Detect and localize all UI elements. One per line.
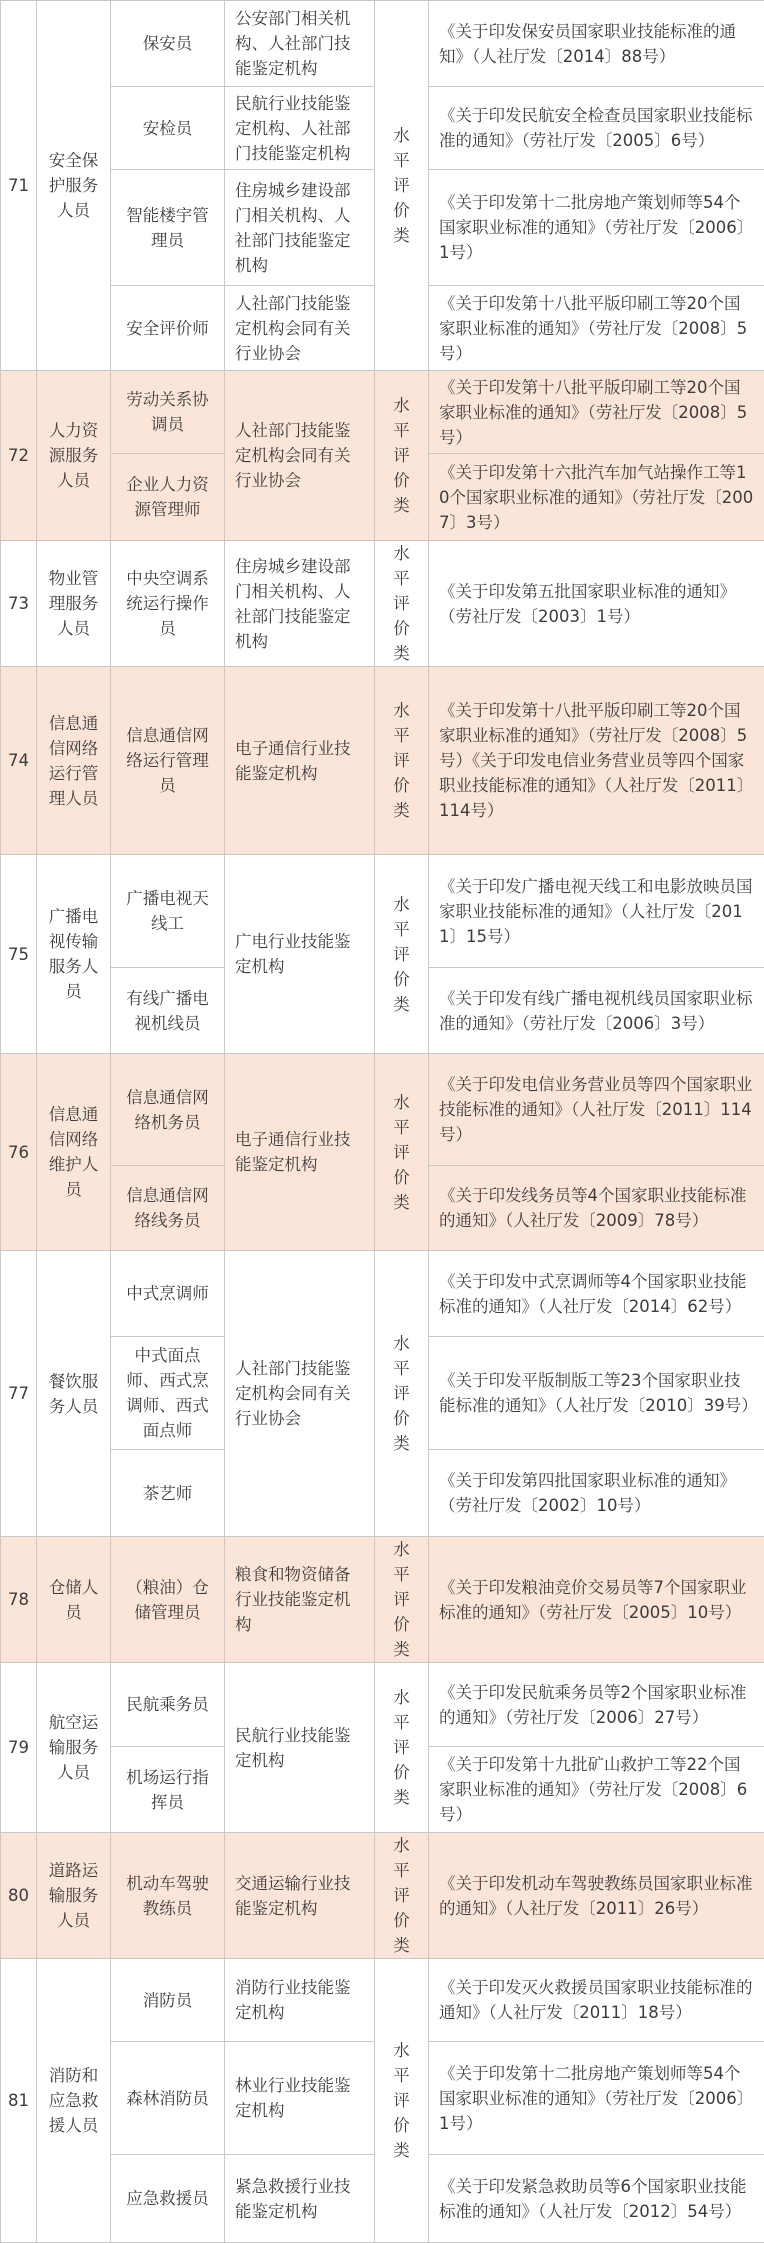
table-row [1,1054,764,1166]
standard-document: 《关于印发第十八批平版印刷工等20个国家职业标准的通知》（劳社厅发〔2008〕5号） [429,371,764,454]
occupation-category: 广播电视传输服务人员 [37,855,111,1054]
occupation-name: 信息通信网络运行管理员 [111,667,225,855]
row-number: 77 [1,1251,37,1537]
occupation-name: 劳动关系协调员 [111,371,225,454]
occupation-name: 信息通信网络线务员 [111,1166,225,1251]
appraisal-institution: 消防行业技能鉴定机构 [225,1959,375,2042]
occupation-category: 人力资源服务人员 [37,371,111,541]
occupation-category: 安全保护服务人员 [37,1,111,371]
row-number: 73 [1,541,37,667]
table-row [1,667,764,855]
table-row [1,1537,764,1663]
occupation-category: 航空运输服务人员 [37,1663,111,1833]
evaluation-type: 水平评价类 [375,371,429,541]
standard-document: 《关于印发第十八批平版印刷工等20个国家职业标准的通知》（劳社厅发〔2008〕5号）《关于印发电信业务营业员等四个国家职业技能标准的通知》（人社厅发〔2011〕114号） [429,667,764,855]
standard-document: 《关于印发保安员国家职业技能标准的通知》（人社厅发〔2014〕88号） [429,1,764,87]
row-number: 71 [1,1,37,371]
occupation-name: 中央空调系统运行操作员 [111,541,225,667]
row-number: 81 [1,1959,37,2243]
occupation-category: 信息通信网络运行管理人员 [37,667,111,855]
occupation-name: 茶艺师 [111,1450,225,1537]
evaluation-type: 水平评价类 [375,1663,429,1833]
appraisal-institution: 电子通信行业技能鉴定机构 [225,667,375,855]
evaluation-type: 水平评价类 [375,1054,429,1251]
standard-document: 《关于印发第十二批房地产策划师等54个国家职业标准的通知》（劳社厅发〔2006〕1号） [429,170,764,286]
occupation-name: 安全评价师 [111,286,225,371]
occupation-category: 仓储人员 [37,1537,111,1663]
appraisal-institution: 住房城乡建设部门相关机构、人社部门技能鉴定机构 [225,541,375,667]
occupation-category: 消防和应急救援人员 [37,1959,111,2243]
occupation-name: 森林消防员 [111,2042,225,2155]
table-row [1,1251,764,1337]
appraisal-institution: 林业行业技能鉴定机构 [225,2042,375,2155]
evaluation-type: 水平评价类 [375,1,429,371]
standard-document: 《关于印发中式烹调师等4个国家职业技能标准的通知》（人社厅发〔2014〕62号） [429,1251,764,1337]
standard-document: 《关于印发线务员等4个国家职业技能标准的通知》（人社厅发〔2009〕78号） [429,1166,764,1251]
appraisal-institution: 广电行业技能鉴定机构 [225,855,375,1054]
appraisal-institution: 民航行业技能鉴定机构、人社部门技能鉴定机构 [225,87,375,170]
standard-document: 《关于印发第四批国家职业标准的通知》（劳社厅发〔2002〕10号） [429,1450,764,1537]
occupation-name: 智能楼宇管理员 [111,170,225,286]
standard-document: 《关于印发民航安全检查员国家职业技能标准的通知》（劳社厅发〔2005〕6号） [429,87,764,170]
appraisal-institution: 人社部门技能鉴定机构会同有关行业协会 [225,371,375,541]
occupation-name: （粮油）仓储管理员 [111,1537,225,1663]
appraisal-institution: 公安部门相关机构、人社部门技能鉴定机构 [225,1,375,87]
row-number: 72 [1,371,37,541]
appraisal-institution: 民航行业技能鉴定机构 [225,1663,375,1833]
occupation-category: 信息通信网络维护人员 [37,1054,111,1251]
occupation-name: 机动车驾驶教练员 [111,1833,225,1959]
table-row [1,541,764,667]
row-number: 80 [1,1833,37,1959]
standard-document: 《关于印发电信业务营业员等四个国家职业技能标准的通知》（人社厅发〔2011〕114号） [429,1054,764,1166]
occupation-name: 应急救援员 [111,2155,225,2243]
standard-document: 《关于印发第十八批平版印刷工等20个国家职业标准的通知》（劳社厅发〔2008〕5号） [429,286,764,371]
row-number: 76 [1,1054,37,1251]
evaluation-type: 水平评价类 [375,667,429,855]
appraisal-institution: 紧急救援行业技能鉴定机构 [225,2155,375,2243]
standard-document: 《关于印发第十九批矿山救护工等22个国家职业标准的通知》（劳社厅发〔2008〕6号） [429,1747,764,1833]
standard-document: 《关于印发紧急救助员等6个国家职业技能标准的通知》（人社厅发〔2012〕54号） [429,2155,764,2243]
occupation-name: 企业人力资源管理师 [111,454,225,541]
standard-document: 《关于印发灭火救援员国家职业技能标准的通知》（人社厅发〔2011〕18号） [429,1959,764,2042]
evaluation-type: 水平评价类 [375,1251,429,1537]
occupation-name: 广播电视天线工 [111,855,225,968]
occupation-name: 有线广播电视机线员 [111,968,225,1054]
row-number: 78 [1,1537,37,1663]
standard-document: 《关于印发民航乘务员等2个国家职业标准的通知》（劳社厅发〔2006〕27号） [429,1663,764,1747]
standard-document: 《关于印发机动车驾驶教练员国家职业标准的通知》（人社厅发〔2011〕26号） [429,1833,764,1959]
standard-document: 《关于印发广播电视天线工和电影放映员国家职业技能标准的通知》（人社厅发〔2011〕15号） [429,855,764,968]
table-row [1,1663,764,1747]
occupation-category: 道路运输服务人员 [37,1833,111,1959]
occupation-category: 物业管理服务人员 [37,541,111,667]
occupation-name: 民航乘务员 [111,1663,225,1747]
appraisal-institution: 人社部门技能鉴定机构会同有关行业协会 [225,1251,375,1537]
appraisal-institution: 人社部门技能鉴定机构会同有关行业协会 [225,286,375,371]
row-number: 74 [1,667,37,855]
evaluation-type: 水平评价类 [375,1833,429,1959]
appraisal-institution: 电子通信行业技能鉴定机构 [225,1054,375,1251]
evaluation-type: 水平评价类 [375,541,429,667]
standard-document: 《关于印发第十二批房地产策划师等54个国家职业标准的通知》（劳社厅发〔2006〕1号） [429,2042,764,2155]
table-row [1,855,764,968]
occupation-name: 安检员 [111,87,225,170]
table-row [1,1833,764,1959]
row-number: 79 [1,1663,37,1833]
standard-document: 《关于印发粮油竞价交易员等7个国家职业标准的通知》（劳社厅发〔2005〕10号） [429,1537,764,1663]
occupation-name: 中式烹调师 [111,1251,225,1337]
appraisal-institution: 交通运输行业技能鉴定机构 [225,1833,375,1959]
standard-document: 《关于印发有线广播电视机线员国家职业标准的通知》（劳社厅发〔2006〕3号） [429,968,764,1054]
occupation-name: 机场运行指挥员 [111,1747,225,1833]
appraisal-institution: 住房城乡建设部门相关机构、人社部门技能鉴定机构 [225,170,375,286]
standard-document: 《关于印发第十六批汽车加气站操作工等10个国家职业标准的通知》（劳社厅发〔2007〕3号） [429,454,764,541]
row-number: 75 [1,855,37,1054]
occupation-name: 中式面点师、西式烹调师、西式面点师 [111,1337,225,1450]
occupation-name: 保安员 [111,1,225,87]
evaluation-type: 水平评价类 [375,855,429,1054]
standard-document: 《关于印发第五批国家职业标准的通知》（劳社厅发〔2003〕1号） [429,541,764,667]
table-row [1,1959,764,2042]
table-row [1,1,764,87]
occupation-name: 消防员 [111,1959,225,2042]
occupation-category: 餐饮服务人员 [37,1251,111,1537]
standard-document: 《关于印发平版制版工等23个国家职业技能标准的通知》（人社厅发〔2010〕39号） [429,1337,764,1450]
evaluation-type: 水平评价类 [375,1537,429,1663]
appraisal-institution: 粮食和物资储备行业技能鉴定机构 [225,1537,375,1663]
table-body [1,1,764,2243]
table-row [1,371,764,454]
evaluation-type: 水平评价类 [375,1959,429,2243]
occupation-name: 信息通信网络机务员 [111,1054,225,1166]
